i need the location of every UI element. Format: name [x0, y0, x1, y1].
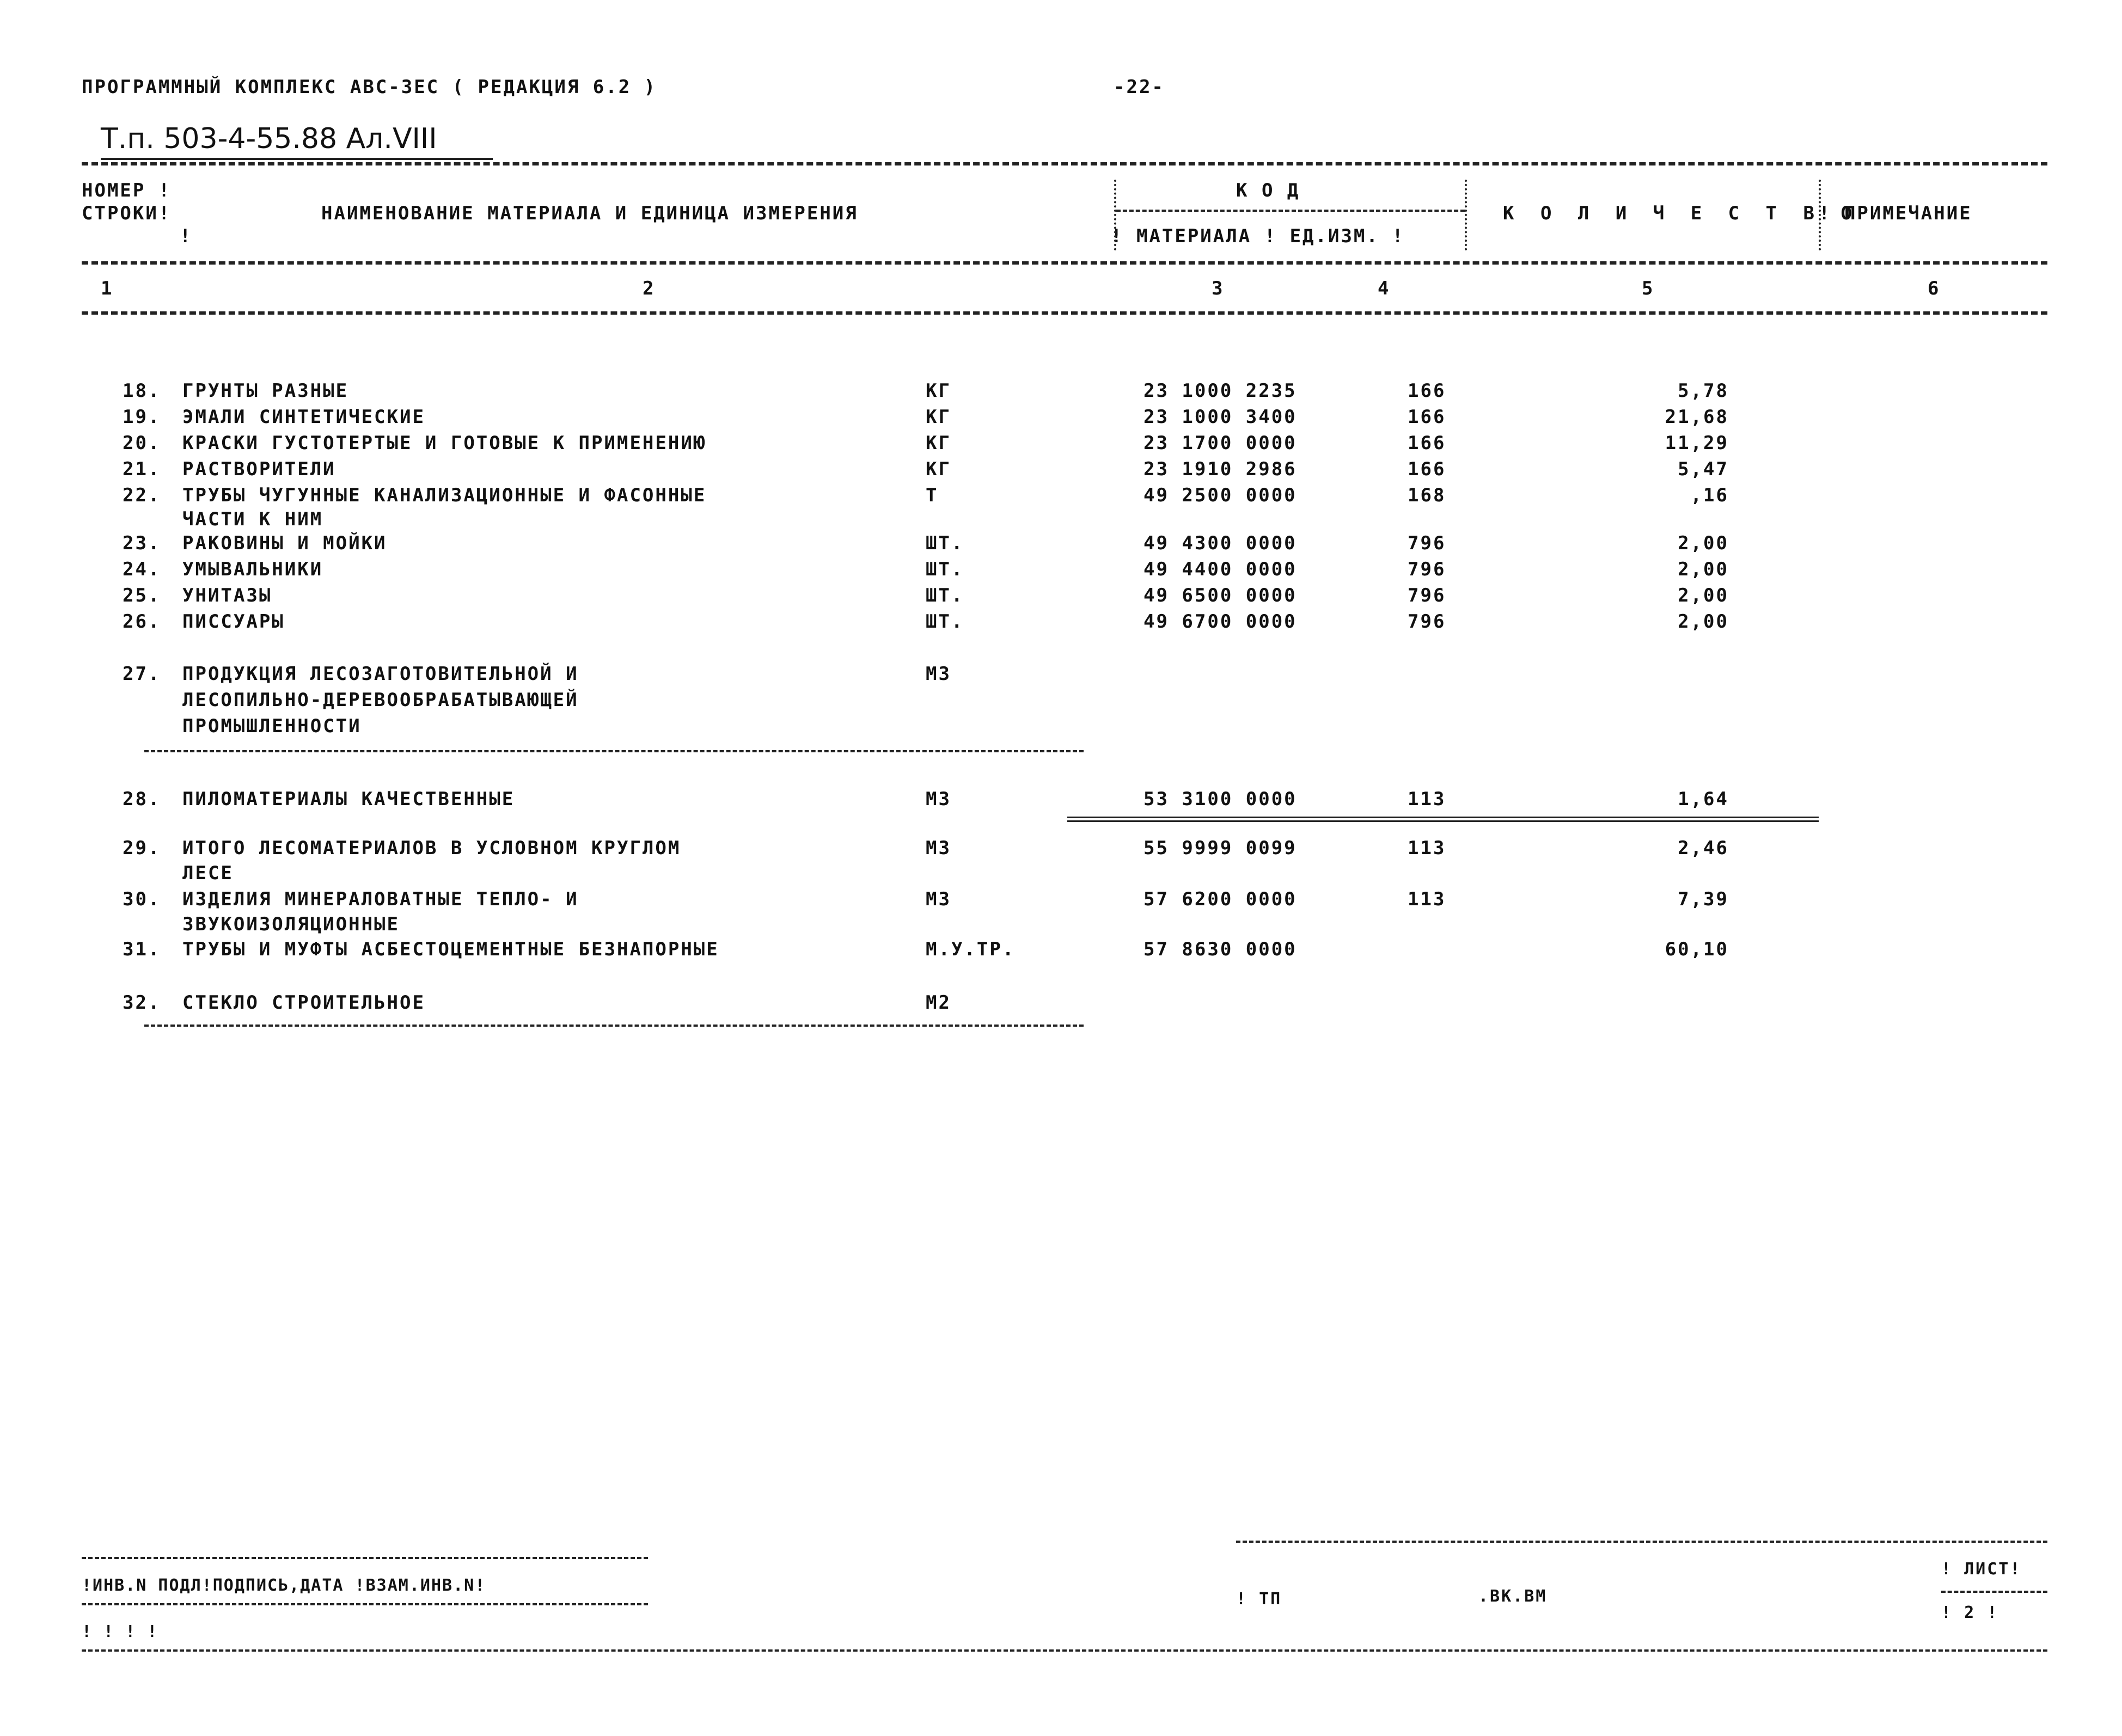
row-unit: КГ: [926, 432, 951, 454]
project-code: Т.п. 503-4-55.88 Ал.VIII: [101, 122, 437, 155]
group-separator: [144, 750, 1084, 752]
row-unit: Т: [926, 484, 939, 506]
row-unit: ШТ.: [926, 611, 964, 633]
col-number-4: 4: [1378, 278, 1391, 299]
row-unit-code: 796: [1408, 585, 1446, 606]
row-code: 49 6700 0000: [1143, 611, 1297, 633]
row-name-line2: ЗВУКОИЗОЛЯЦИОННЫЕ: [182, 913, 400, 935]
row-code: 49 4400 0000: [1143, 559, 1297, 580]
table-row: [123, 788, 1756, 812]
table-top-rule: [82, 162, 2047, 165]
stamp-left-labels: !ИНВ.N ПОДЛ!ПОДПИСЬ,ДАТА !ВЗАМ.ИНВ.N!: [82, 1576, 486, 1595]
row-unit: КГ: [926, 406, 951, 428]
stamp-designation: ! ТП: [1236, 1590, 1282, 1609]
row-unit: М3: [926, 663, 951, 685]
row-number: 27.: [123, 663, 161, 685]
row-name: РАСТВОРИТЕЛИ: [182, 458, 336, 480]
table-row: [123, 938, 1756, 962]
row-unit-code: 796: [1408, 532, 1446, 554]
footer-bottom-rule: [82, 1649, 2047, 1652]
row-number: 31.: [123, 938, 161, 960]
row-unit: ШТ.: [926, 585, 964, 606]
row-name: УМЫВАЛЬНИКИ: [182, 559, 323, 580]
row-unit: КГ: [926, 380, 951, 402]
row-code: 53 3100 0000: [1143, 788, 1297, 810]
row-code: 23 1700 0000: [1143, 432, 1297, 454]
col-number-6: 6: [1928, 278, 1941, 299]
row-unit: М.У.ТР.: [926, 938, 1016, 960]
row-unit: М3: [926, 837, 951, 859]
row-unit-code: 113: [1408, 788, 1446, 810]
row-code: 49 2500 0000: [1143, 484, 1297, 506]
row-code: 23 1000 3400: [1143, 406, 1297, 428]
stamp-designation-ext: .ВК.ВМ: [1478, 1587, 1548, 1606]
col5-header: К О Л И Ч Е С Т В О: [1503, 203, 1860, 224]
row-number: 32.: [123, 992, 161, 1014]
row-name: СТЕКЛО СТРОИТЕЛЬНОЕ: [182, 992, 425, 1014]
sheet-rule: [1941, 1591, 2047, 1593]
sheet-number: ! 2 !: [1941, 1603, 1999, 1622]
table-row: [123, 663, 1756, 739]
row-name: ТРУБЫ ЧУГУННЫЕ КАНАЛИЗАЦИОННЫЕ И ФАСОННЫЕ: [182, 484, 707, 506]
table-row: [123, 585, 1756, 609]
row-name-line2: ЧАСТИ К НИМ: [182, 508, 323, 530]
row-code: 23 1910 2986: [1143, 458, 1297, 480]
row-quantity: 2,00: [1678, 532, 1729, 554]
header-mid-rule: [82, 261, 2047, 265]
table-row: [123, 380, 1756, 404]
row-number: 18.: [123, 380, 161, 402]
row-unit: М3: [926, 788, 951, 810]
row-number: 25.: [123, 585, 161, 606]
code-subheader: ! МАТЕРИАЛА ! ЕД.ИЗМ. !: [1111, 225, 1405, 247]
page-number: -22-: [1114, 76, 1165, 98]
code-group-header: К О Д: [1236, 180, 1300, 201]
row-name: ПИЛОМАТЕРИАЛЫ КАЧЕСТВЕННЫЕ: [182, 788, 515, 810]
row-name-line2: ЛЕСОПИЛЬНО-ДЕРЕВООБРАБАТЫВАЮЩЕЙ: [182, 689, 579, 711]
row-code: 57 8630 0000: [1143, 938, 1297, 960]
group-separator: [144, 1025, 1084, 1027]
row-unit-code: 166: [1408, 432, 1446, 454]
sheet-label: ! ЛИСТ!: [1941, 1560, 2022, 1579]
row-code: 49 6500 0000: [1143, 585, 1297, 606]
row-unit-code: 166: [1408, 406, 1446, 428]
col1-header-line1: НОМЕР !: [82, 180, 172, 201]
table-row: [123, 837, 1756, 884]
row-name: ИЗДЕЛИЯ МИНЕРАЛОВАТНЫЕ ТЕПЛО- И: [182, 888, 579, 910]
row-name-line2: ЛЕСЕ: [182, 862, 234, 884]
row-quantity: 60,10: [1665, 938, 1729, 960]
row-name: КРАСКИ ГУСТОТЕРТЫЕ И ГОТОВЫЕ К ПРИМЕНЕНИЮ: [182, 432, 707, 454]
col2-header: НАИМЕНОВАНИЕ МАТЕРИАЛА И ЕДИНИЦА ИЗМЕРЕНИЯ: [321, 203, 858, 224]
row-number: 26.: [123, 611, 161, 633]
col-number-1: 1: [101, 278, 114, 299]
code-group-rule: [1116, 210, 1465, 212]
row-quantity: 2,00: [1678, 559, 1729, 580]
table-row: [123, 888, 1756, 935]
row-quantity: 5,47: [1678, 458, 1729, 480]
row-quantity: 1,64: [1678, 788, 1729, 810]
stamp-left-top-rule: [82, 1557, 648, 1559]
row-unit: ШТ.: [926, 559, 964, 580]
row-code: 49 4300 0000: [1143, 532, 1297, 554]
row-name: ТРУБЫ И МУФТЫ АСБЕСТОЦЕМЕНТНЫЕ БЕЗНАПОРНЫЕ: [182, 938, 719, 960]
row-quantity: 2,46: [1678, 837, 1729, 859]
row-code: 57 6200 0000: [1143, 888, 1297, 910]
header-sep-3: [1819, 180, 1821, 250]
row-unit-code: 796: [1408, 559, 1446, 580]
row-name: ИТОГО ЛЕСОМАТЕРИАЛОВ В УСЛОВНОМ КРУГЛОМ: [182, 837, 681, 859]
header-sep-2: [1465, 180, 1467, 250]
table-row: [123, 992, 1756, 1016]
col1-header-line3: !: [180, 225, 193, 247]
stamp-left-mid-rule: [82, 1603, 648, 1605]
row-quantity: ,16: [1690, 484, 1729, 506]
row-unit: КГ: [926, 458, 951, 480]
program-title: ПРОГРАММНЫЙ КОМПЛЕКС АВС-3ЕС ( РЕДАКЦИЯ 6.2 ): [82, 76, 657, 98]
row-quantity: 5,78: [1678, 380, 1729, 402]
project-code-underline: [101, 158, 493, 160]
row-quantity: 2,00: [1678, 585, 1729, 606]
header-sep-1: [1114, 180, 1116, 250]
row-name: УНИТАЗЫ: [182, 585, 272, 606]
row-unit-code: 166: [1408, 458, 1446, 480]
row-unit: М2: [926, 992, 951, 1014]
row-quantity: 7,39: [1678, 888, 1729, 910]
row-name: РАКОВИНЫ И МОЙКИ: [182, 532, 387, 554]
row-unit: ШТ.: [926, 532, 964, 554]
table-row: [123, 611, 1756, 635]
row-code: 55 9999 0099: [1143, 837, 1297, 859]
row-name-line3: ПРОМЫШЛЕННОСТИ: [182, 715, 362, 737]
row-number: 23.: [123, 532, 161, 554]
total-double-rule: [1067, 817, 1819, 822]
table-row: [123, 559, 1756, 582]
row-number: 30.: [123, 888, 161, 910]
row-unit-code: 113: [1408, 888, 1446, 910]
row-number: 22.: [123, 484, 161, 506]
col-number-3: 3: [1212, 278, 1225, 299]
table-row: [123, 406, 1756, 430]
col-number-5: 5: [1642, 278, 1655, 299]
table-row: [123, 432, 1756, 456]
stamp-left-cells: ! ! ! !: [82, 1622, 158, 1641]
table-row: [123, 484, 1756, 530]
row-number: 28.: [123, 788, 161, 810]
row-number: 24.: [123, 559, 161, 580]
col1-header-line2: СТРОКИ!: [82, 203, 172, 224]
col-number-2: 2: [643, 278, 656, 299]
header-bottom-rule: [82, 311, 2047, 315]
col6-header: ! ПРИМЕЧАНИЕ: [1819, 203, 1972, 224]
row-unit-code: 166: [1408, 380, 1446, 402]
row-code: 23 1000 2235: [1143, 380, 1297, 402]
table-row: [123, 532, 1756, 556]
row-unit: М3: [926, 888, 951, 910]
stamp-right-top-rule: [1236, 1541, 2047, 1543]
row-number: 29.: [123, 837, 161, 859]
row-number: 19.: [123, 406, 161, 428]
row-number: 21.: [123, 458, 161, 480]
row-name: ГРУНТЫ РАЗНЫЕ: [182, 380, 349, 402]
row-unit-code: 168: [1408, 484, 1446, 506]
row-number: 20.: [123, 432, 161, 454]
row-name: ПРОДУКЦИЯ ЛЕСОЗАГОТОВИТЕЛЬНОЙ И: [182, 663, 579, 685]
row-name: ЭМАЛИ СИНТЕТИЧЕСКИЕ: [182, 406, 425, 428]
row-quantity: 11,29: [1665, 432, 1729, 454]
row-quantity: 2,00: [1678, 611, 1729, 633]
row-name: ПИССУАРЫ: [182, 611, 285, 633]
table-row: [123, 458, 1756, 482]
row-quantity: 21,68: [1665, 406, 1729, 428]
row-unit-code: 796: [1408, 611, 1446, 633]
row-unit-code: 113: [1408, 837, 1446, 859]
